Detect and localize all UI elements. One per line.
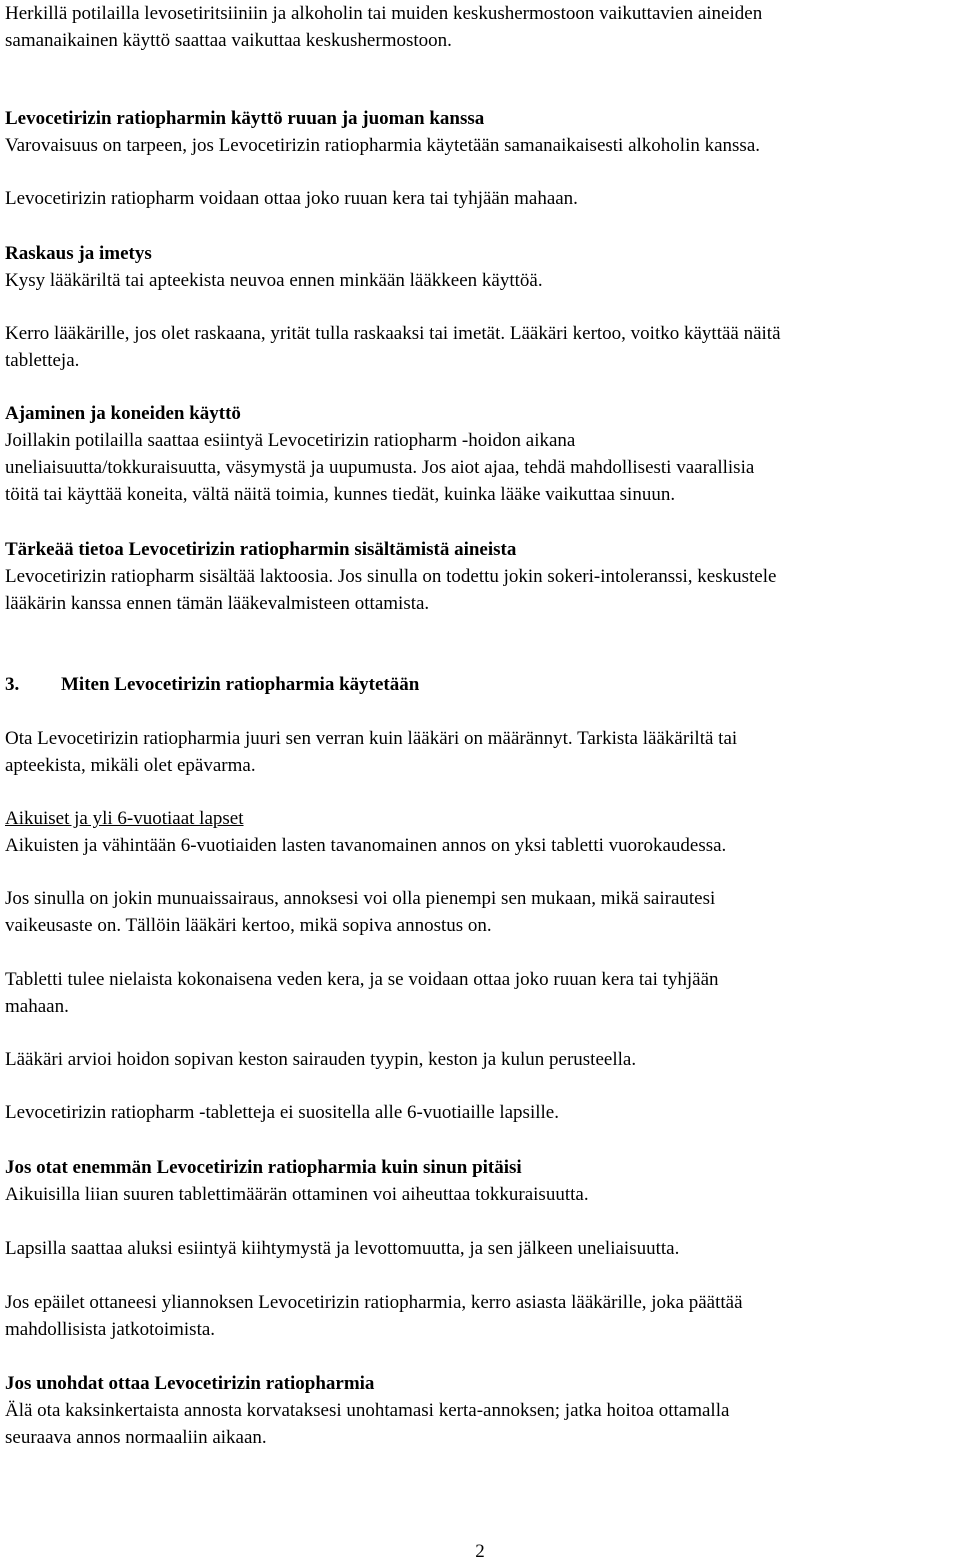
children-text: Levocetirizin ratiopharm -tabletteja ei suositella alle 6-vuotiaille lapsille. <box>5 1102 559 1123</box>
ingredients-heading: Tärkeää tietoa Levocetirizin ratiopharmin sisältämistä aineista <box>5 539 517 560</box>
forgot-section <box>5 1370 955 1451</box>
food-drink-heading: Levocetirizin ratiopharmin käyttö ruuan ja juoman kanssa <box>5 108 485 129</box>
section-3-intro <box>5 725 955 779</box>
kidney-text: Jos sinulla on jokin munuaissairaus, annoksesi voi olla pienempi sen mukaan, mikä sairautesi <box>5 888 716 909</box>
overdose-children-paragraph <box>5 1235 955 1262</box>
driving-section <box>5 400 955 508</box>
adults-text: Aikuisten ja vähintään 6-vuotiaiden lasten tavanomainen annos on yksi tabletti vuorokaudessa. <box>5 835 727 856</box>
intro-line: samanaikainen käyttö saattaa vaikuttaa keskushermostoon. <box>5 30 452 51</box>
duration-paragraph <box>5 1046 955 1073</box>
section-title: Miten Levocetirizin ratiopharmia käytetään <box>61 674 420 695</box>
forgot-text: seuraava annos normaaliin aikaan. <box>5 1427 267 1448</box>
adults-section <box>5 805 955 859</box>
adults-heading: Aikuiset ja yli 6-vuotiaat lapset <box>5 808 244 829</box>
section-3-text: Ota Levocetirizin ratiopharmia juuri sen verran kuin lääkäri on määrännyt. Tarkista lääkäriltä tai <box>5 728 738 749</box>
pregnancy-heading: Raskaus ja imetys <box>5 243 152 264</box>
swallow-text: Tabletti tulee nielaista kokonaisena veden kera, ja se voidaan ottaa joko ruuan kera tai tyhjään <box>5 969 719 990</box>
swallow-paragraph <box>5 966 955 1020</box>
overdose-section <box>5 1154 955 1208</box>
kidney-text: vaikeusaste on. Tällöin lääkäri kertoo, mikä sopiva annostus on. <box>5 915 492 936</box>
driving-text: Joillakin potilailla saattaa esiintyä Levocetirizin ratiopharm -hoidon aikana <box>5 430 576 451</box>
pregnancy-section <box>5 240 955 294</box>
overdose-suspect-paragraph <box>5 1289 955 1343</box>
section-3-text: apteekista, mikäli olet epävarma. <box>5 755 256 776</box>
overdose-text: Lapsilla saattaa aluksi esiintyä kiihtymystä ja levottomuutta, ja sen jälkeen uneliaisuutta. <box>5 1238 680 1259</box>
driving-heading: Ajaminen ja koneiden käyttö <box>5 403 241 424</box>
pregnancy-text: Kerro lääkärille, jos olet raskaana, yrität tulla raskaaksi tai imetät. Lääkäri kertoo, voitko käyttää näitä <box>5 323 781 344</box>
section-3-heading <box>5 671 419 698</box>
kidney-paragraph <box>5 885 955 939</box>
children-paragraph <box>5 1099 955 1126</box>
driving-text: töitä tai käyttää koneita, vältä näitä toimia, kunnes tiedät, kuinka lääke vaikuttaa sinuun. <box>5 484 676 505</box>
food-drink-section <box>5 105 955 159</box>
driving-text: uneliaisuutta/tokkuraisuutta, väsymystä ja uupumusta. Jos aiot ajaa, tehdä mahdollisesti vaarallisia <box>5 457 755 478</box>
overdose-text: Jos epäilet ottaneesi yliannoksen Levocetirizin ratiopharmia, kerro asiasta lääkärille, joka päättää <box>5 1292 743 1313</box>
ingredients-text: lääkärin kanssa ennen tämän lääkevalmisteen ottamista. <box>5 593 430 614</box>
pregnancy-text: Kysy lääkäriltä tai apteekista neuvoa ennen minkään lääkkeen käyttöä. <box>5 270 543 291</box>
swallow-text: mahaan. <box>5 996 69 1017</box>
pregnancy-text: tabletteja. <box>5 350 80 371</box>
forgot-text: Älä ota kaksinkertaista annosta korvataksesi unohtamasi kerta-annoksen; jatka hoitoa ottamalla <box>5 1400 730 1421</box>
overdose-text: Aikuisilla liian suuren tablettimäärän ottaminen voi aiheuttaa tokkuraisuutta. <box>5 1184 589 1205</box>
intro-paragraph <box>5 0 955 54</box>
intro-line: Herkillä potilailla levosetiritsiiniin ja alkoholin tai muiden keskushermostoon vaikuttavien aineiden <box>5 3 763 24</box>
ingredients-section <box>5 536 955 617</box>
overdose-heading: Jos otat enemmän Levocetirizin ratiopharmia kuin sinun pitäisi <box>5 1157 522 1178</box>
food-drink-paragraph <box>5 185 955 212</box>
food-drink-text: Varovaisuus on tarpeen, jos Levocetirizin ratiopharmia käytetään samanaikaisesti alkoholin kanssa. <box>5 135 761 156</box>
pregnancy-paragraph <box>5 320 955 374</box>
forgot-heading: Jos unohdat ottaa Levocetirizin ratiopharmia <box>5 1373 375 1394</box>
ingredients-text: Levocetirizin ratiopharm sisältää laktoosia. Jos sinulla on todettu jokin sokeri-intoleranssi, keskustele <box>5 566 777 587</box>
section-number: 3. <box>5 674 20 695</box>
food-drink-text: Levocetirizin ratiopharm voidaan ottaa joko ruuan kera tai tyhjään mahaan. <box>5 188 578 209</box>
page-number: 2 <box>475 1541 485 1562</box>
overdose-text: mahdollisista jatkotoimista. <box>5 1319 216 1340</box>
duration-text: Lääkäri arvioi hoidon sopivan keston sairauden tyypin, keston ja kulun perusteella. <box>5 1049 637 1070</box>
